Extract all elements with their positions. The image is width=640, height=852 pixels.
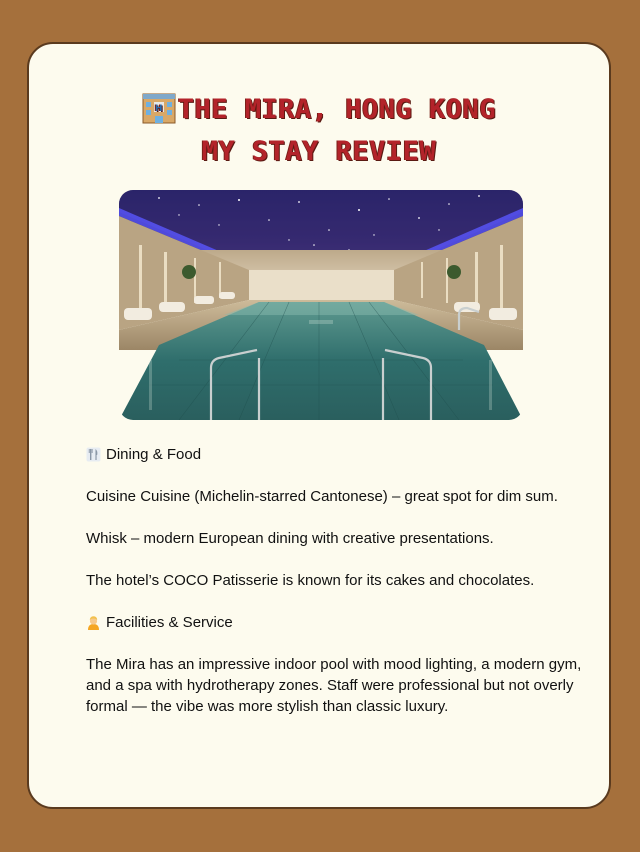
title-text-1: THE MIRA, HONG KONG <box>177 94 497 125</box>
svg-text:H: H <box>154 104 163 114</box>
title-line-2: MY STAY REVIEW <box>201 136 437 167</box>
facilities-heading-text: Facilities & Service <box>106 614 233 631</box>
hotel-icon <box>142 90 176 134</box>
fork-knife-icon <box>86 447 101 462</box>
dining-paragraph-1: Cuisine Cuisine (Michelin-starred Cantonese) – great spot for dim sum. <box>86 488 558 505</box>
dining-heading-text: Dining & Food <box>106 446 202 463</box>
title-line-1 <box>29 90 609 134</box>
facilities-heading <box>86 612 586 633</box>
title-block <box>29 90 609 170</box>
dining-paragraph-2: Whisk – modern European dining with creative presentations. <box>86 530 494 547</box>
review-card <box>27 42 611 809</box>
dining-heading <box>86 444 586 465</box>
pool-photo <box>119 190 523 420</box>
person-icon <box>86 615 101 630</box>
facilities-paragraph-1: The Mira has an impressive indoor pool with mood lighting, a modern gym, and a spa with hydrotherapy zones. Staff were professional but not overly formal — the vibe was more stylish than classic luxury. <box>86 656 582 715</box>
dining-paragraph-3: The hotel’s COCO Patisserie is known for its cakes and chocolates. <box>86 572 535 589</box>
review-content <box>86 444 586 738</box>
